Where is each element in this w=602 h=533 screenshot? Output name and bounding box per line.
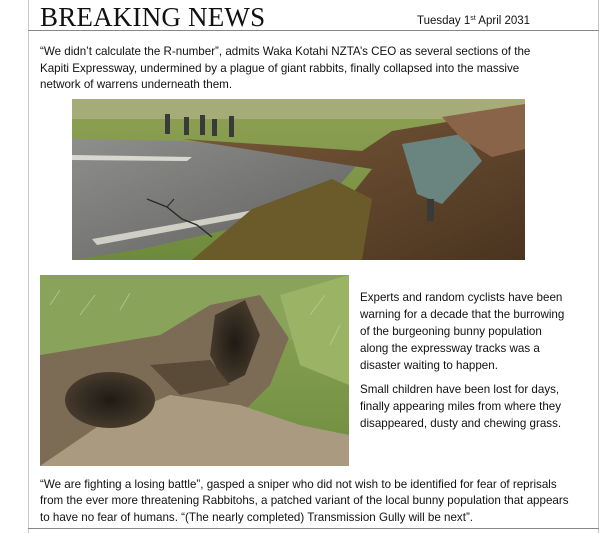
collapsed-road-photo xyxy=(72,99,525,260)
margin-line-left xyxy=(28,0,29,533)
side-paragraph: Small children have been lost for days, finally appearing miles from where they disappeared, dusty and chewing grass. xyxy=(360,383,562,430)
lead-paragraph: “We didn’t calculate the R-number”, admits Waka Kotahi NZTA’s CEO as several sections of the Kapiti Expressway, undermined by a plague of giant rabbits, finally collapsed into the massive network of warrens underneath them. xyxy=(40,45,531,91)
margin-line-right xyxy=(598,0,599,533)
burrow-hole-photo xyxy=(40,275,349,466)
headline: BREAKING NEWS xyxy=(40,2,266,32)
closing-paragraph: “We are fighting a losing battle”, gasped a sniper who did not wish to be identified for fear of reprisals from the ever more threatening Rabbitohs, a patched variant of the local bunny population that appears to have no fear of humans. “(The nearly completed) Transmission Gully will be next”. xyxy=(40,478,569,524)
side-column xyxy=(360,289,570,439)
side-paragraph: Experts and random cyclists have been warning for a decade that the burrowing of the burgeoning bunny population along the expressway tracks was a disaster waiting to happen. xyxy=(360,291,565,372)
date-rest: April 2031 xyxy=(475,15,531,27)
date-day: Tuesday 1 xyxy=(417,15,471,27)
date-ordinal: st xyxy=(470,15,476,22)
dateline xyxy=(417,12,530,28)
footer-rule xyxy=(28,528,599,529)
